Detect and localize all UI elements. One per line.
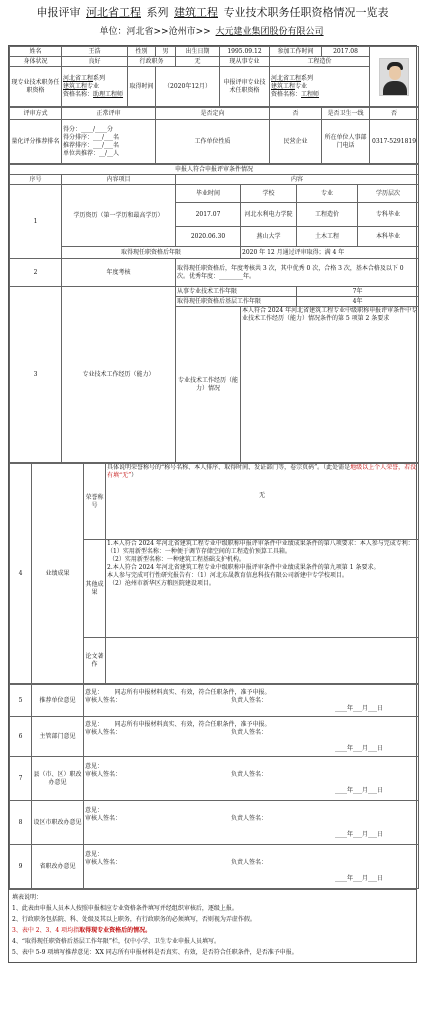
item-header: 内容项目 — [62, 175, 176, 185]
name-label: 姓名 — [10, 47, 62, 57]
page-title — [8, 6, 417, 20]
opinion-no: 9 — [10, 845, 32, 889]
apply-qual-detail: 河北省工程系列 建筑工程专业 资格名称：工程师 — [270, 67, 370, 107]
sex-value: 男 — [156, 47, 176, 57]
conditions-section-title: 申报人符合申报评审条件情况 — [10, 165, 419, 175]
edu-years-value: 2020 年 12 月通过评审取得；满 4 年 — [241, 247, 419, 259]
note-item: 1、此表由申报人员本人按照申报相应专业资格条件填写并经组织审核后，逐级上报。 — [12, 905, 238, 912]
opinion-label: 推荐单位意见 — [32, 685, 84, 717]
edu-header: 毕业时间 — [176, 185, 241, 203]
honor-value: 无 — [258, 492, 265, 499]
edu-no: 1 — [10, 185, 62, 259]
sex-label: 性别 — [128, 47, 156, 57]
current-qual-detail: 河北省工程系列 建筑工程专业 资格名称：助理工程师 — [62, 67, 128, 107]
opinion-label: 设区市职改办意见 — [32, 801, 84, 845]
conditions-table — [9, 164, 419, 463]
opinion-no: 6 — [10, 717, 32, 757]
admin-label: 行政职务 — [128, 57, 176, 67]
form-sheet — [8, 45, 417, 963]
title-suffix: 专业技术职务任职资格情况一览表 — [223, 6, 389, 19]
edu-cell: 本科毕业 — [358, 227, 419, 247]
basic-info-table — [9, 46, 419, 107]
paper-detail — [106, 638, 419, 684]
exp-base-value: 4年 — [297, 297, 419, 307]
title-series: 河北省工程 — [86, 6, 141, 19]
nature-value: 民营企业 — [270, 120, 322, 164]
annual-no: 2 — [10, 259, 62, 287]
nature-label: 工作单位性质 — [156, 120, 270, 164]
content-header: 内容 — [176, 175, 419, 185]
note-item: 3、表中 2、3、4 项均指取得现专业资格后的情况。 — [12, 927, 152, 934]
other-line: （2）沧州市新华区方粮医院建设项目。 — [109, 580, 215, 587]
title-prefix: 申报评审 — [36, 6, 81, 19]
other-line: 本人参与完成可行性研究报告有：（1）河北东晟教育信息科技有限公司新建中专学校项目。 — [107, 572, 348, 579]
honor-label: 荣誉称号 — [84, 464, 106, 540]
performance-table — [9, 463, 419, 684]
other-line: （2）实用新型名称：一种建筑工程基础支护机构。 — [109, 556, 245, 563]
edu-cell: 工程造价 — [297, 203, 358, 227]
note-item: 4、“取得现任职资格后基层工作年限”栏，仅中小学、卫生专业申报人员填写。 — [12, 938, 220, 945]
exp-base-label: 取得现任职资格后基层工作年限 — [176, 297, 297, 307]
birth-value: 1995.09.12 — [220, 47, 270, 57]
job-value: 工程造价 — [270, 57, 370, 67]
exp-no: 3 — [10, 287, 62, 463]
opinion-detail: 意见： 同志所有申报材料真实、有效，符合任职条件，准予申报。 审核人签名： 负责人签名： ____年___月___日 — [84, 717, 419, 757]
edu-years-label: 取得现任职资格后年限 — [62, 247, 241, 259]
job-label: 现从事专业 — [220, 57, 270, 67]
edu-cell: 专科毕业 — [358, 203, 419, 227]
edu-cell: 2017.07 — [176, 203, 241, 227]
current-qual-label: 现专业技术职务任职资格 — [10, 67, 62, 107]
edu-cell: 土木工程 — [297, 227, 358, 247]
method-value: 正常评审 — [62, 108, 156, 120]
exp-text: 本人符合 2024 年河北省建筑工程专业中级职称申报评审条件中专业技术工作经历（能力）情况条件的第 5 项第 2 条要求 — [241, 307, 419, 463]
opinions-table — [9, 684, 419, 889]
health-label: 是否卫生一线 — [322, 108, 370, 120]
get-time-value: （2020年12月） — [156, 67, 220, 107]
admin-value: 无 — [176, 57, 220, 67]
status-value: 良好 — [62, 57, 128, 67]
photo-cell — [370, 47, 419, 107]
unit-company: 大元建业集团股份有限公司 — [215, 27, 324, 37]
name-value: 王浩 — [62, 47, 128, 57]
get-time-label: 取得时间 — [128, 67, 156, 107]
unit-line — [8, 26, 417, 39]
limit-value: 否 — [270, 108, 322, 120]
paper-label: 论文著作 — [84, 638, 106, 684]
score-label: 量化评分推荐排名 — [10, 120, 62, 164]
opinion-detail: 意见： 审核人签名： 负责人签名： ____年___月___日 — [84, 757, 419, 801]
other-label: 其他成果 — [84, 540, 106, 638]
exp-label: 专业技术工作经历（能力） — [62, 287, 176, 463]
unit-separator: >> — [153, 27, 169, 37]
exp-years-label: 从事专业技术工作年限 — [176, 287, 297, 297]
phone-value: 0317-5291819 — [370, 120, 419, 164]
other-detail — [106, 540, 419, 638]
annual-label: 年度考核 — [62, 259, 176, 287]
work-value: 2017.08 — [322, 47, 370, 57]
unit-separator: >> — [195, 27, 211, 37]
edu-label: 学历资历（第一学历和最高学历） — [62, 185, 176, 247]
apply-qual-label: 申报评审专业技术任职资格 — [220, 67, 270, 107]
title-series-suffix: 系列 — [146, 6, 169, 19]
edu-header: 学校 — [241, 185, 297, 203]
notes-title: 填表说明： — [12, 894, 43, 901]
status-label: 身体状况 — [10, 57, 62, 67]
opinion-detail: 意见： 同志所有申报材料真实、有效，符合任职条件，准予申报。 审核人签名： 负责人签名： ____年___月___日 — [84, 685, 419, 717]
other-line: 2.本人符合 2024 年河北省建筑工程专业中级职称申报评审条件中业绩成果条件的第九项第 1 条要求。 — [107, 564, 380, 571]
score-detail: 得分：____/____分 得分排序：___/___名 推荐排序：___/___名 单位共推荐：__/__人 — [62, 120, 156, 164]
opinion-detail: 意见： 审核人签名： 负责人签名： ____年___月___日 — [84, 845, 419, 889]
opinion-no: 8 — [10, 801, 32, 845]
phone-label: 所在单位人事部门电话 — [322, 120, 370, 164]
method-label: 评审方式 — [10, 108, 62, 120]
opinion-no: 7 — [10, 757, 32, 801]
edu-cell: 2020.06.30 — [176, 227, 241, 247]
edu-header: 专业 — [297, 185, 358, 203]
opinion-label: 省职改办意见 — [32, 845, 84, 889]
title-major: 建筑工程 — [174, 6, 218, 19]
note-item: 2、行政职务包括院、科、处级及其以上职务，有行政职务的必须填写，否则视为弄虚作假。 — [12, 916, 256, 923]
seq-header: 序号 — [10, 175, 62, 185]
opinion-no: 5 — [10, 685, 32, 717]
other-line: 1.本人符合 2024 年河北省建筑工程专业中级职称申报评审条件中业绩成果条件的第八项要求：本人参与完成专利：（1）实用新型名称：一种便于调节存储空间的工程造价预算工具箱。 — [107, 540, 414, 555]
exp-years-value: 7年 — [297, 287, 419, 297]
opinion-detail: 意见： 审核人签名： 负责人签名： ____年___月___日 — [84, 801, 419, 845]
applicant-photo — [379, 58, 409, 96]
health-value: 否 — [370, 108, 419, 120]
fill-notes — [9, 889, 416, 962]
limit-label: 是否定向 — [156, 108, 270, 120]
perf-label: 业绩成果 — [32, 464, 84, 684]
edu-header: 学历层次 — [358, 185, 419, 203]
edu-cell: 燕山大学 — [241, 227, 297, 247]
unit-city: 沧州市 — [168, 27, 196, 37]
edu-cell: 河北水利电力学院 — [241, 203, 297, 227]
opinion-label: 县（市、区）职改办意见 — [32, 757, 84, 801]
exp-sub-label: 专业技术工作经历（能力）情况 — [176, 307, 241, 463]
unit-province: 河北省 — [126, 27, 154, 37]
opinion-label: 主管部门意见 — [32, 717, 84, 757]
note-item: 5、表中 5-9 项填写推荐意见：XX 同志所有申报材料是否真实、有效，是否符合任职条件，是否准予申报。 — [12, 949, 298, 956]
birth-label: 出生日期 — [176, 47, 220, 57]
review-table — [9, 107, 419, 164]
annual-detail: 取得现任职资格后，年度考核共 3 次，其中优秀 0 次，合格 3 次，基本合格及以下 0 次。优秀年度：________年。 — [176, 259, 419, 287]
unit-prefix: 单位： — [99, 27, 127, 37]
perf-no: 4 — [10, 464, 32, 684]
honor-detail: 具体说明荣誉称号的“称号名称、本人排序、取得时间、发证部门等，卷宗页码”。（此处需是地级以上个人荣誉，若没有填“无”） 无 — [106, 464, 419, 540]
work-label: 参加工作时间 — [270, 47, 322, 57]
